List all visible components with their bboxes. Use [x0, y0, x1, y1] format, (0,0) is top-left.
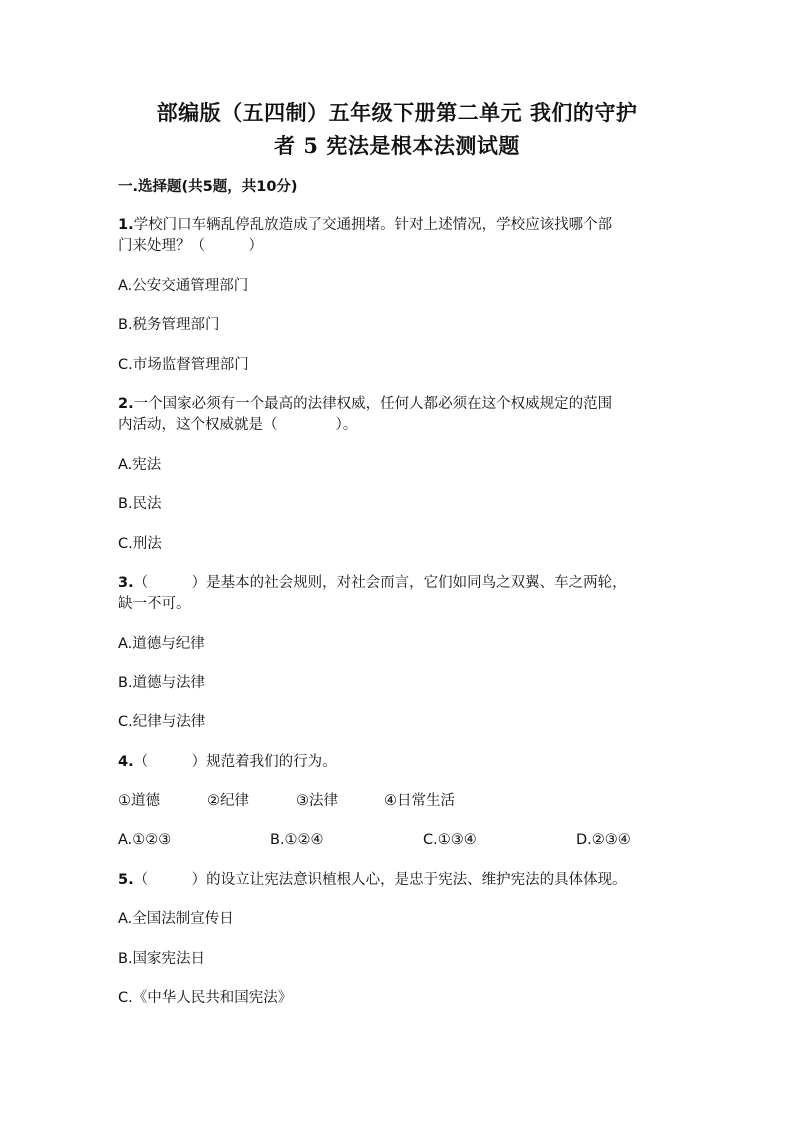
question-3-number: 3. — [118, 575, 134, 591]
question-5-option-c: C.《中华人民共和国宪法》 — [118, 990, 293, 1006]
question-2-option-a: A.宪法 — [118, 457, 162, 473]
question-1-option-c: C.市场监督管理部门 — [118, 357, 249, 373]
question-5-number: 5. — [118, 872, 134, 888]
question-1-stem-line-2: 门来处理？（ ） — [118, 238, 263, 254]
section-heading: 一.选择题(共5题，共10分) — [118, 179, 298, 195]
page-title-line-2: 者 5 宪法是根本法测试题 — [274, 133, 520, 158]
question-5-option-a: A.全国法制宣传日 — [118, 911, 234, 927]
question-4-item-3: ③法律 — [296, 793, 338, 809]
question-1-number: 1. — [118, 217, 134, 233]
question-5-stem-line-1: 5.（ ）的设立让宪法意识植根人心，是忠于宪法、维护宪法的具体体现。 — [118, 872, 627, 888]
question-5-option-b: B.国家宪法日 — [118, 951, 206, 967]
question-3-option-a: A.道德与纪律 — [118, 636, 205, 652]
question-4-option-d: D.②③④ — [576, 832, 631, 848]
question-4-option-c: C.①③④ — [423, 832, 477, 848]
question-3-stem-line-1: 3.（ ）是基本的社会规则，对社会而言，它们如同鸟之双翼、车之两轮， — [118, 575, 627, 591]
question-3-option-b: B.道德与法律 — [118, 675, 206, 691]
question-1-option-a: A.公安交通管理部门 — [118, 278, 249, 294]
page-title-line-1: 部编版（五四制）五年级下册第二单元 我们的守护 — [156, 100, 638, 125]
question-4-item-2: ②纪律 — [207, 793, 249, 809]
question-1-option-b: B.税务管理部门 — [118, 317, 220, 333]
question-4-option-b: B.①②④ — [270, 832, 324, 848]
question-4-number: 4. — [118, 754, 134, 770]
question-1-stem-line-1: 1.学校门口车辆乱停乱放造成了交通拥堵。针对上述情况，学校应该找哪个部 — [118, 217, 613, 233]
question-2-option-c: C.刑法 — [118, 536, 162, 552]
question-2-number: 2. — [118, 396, 134, 412]
question-2-stem-line-2: 内活动，这个权威就是（ ）。 — [118, 417, 358, 433]
question-4-option-a: A.①②③ — [118, 832, 172, 848]
question-3-option-c: C.纪律与法律 — [118, 714, 206, 730]
question-4-item-1: ①道德 — [118, 793, 160, 809]
question-2-option-b: B.民法 — [118, 496, 162, 512]
question-3-stem-line-2: 缺一不可。 — [118, 596, 191, 612]
question-2-stem-line-1: 2.一个国家必须有一个最高的法律权威，任何人都必须在这个权威规定的范围 — [118, 396, 613, 412]
question-4-stem-line-1: 4.（ ）规范着我们的行为。 — [118, 754, 337, 770]
question-4-item-4: ④日常生活 — [384, 793, 455, 809]
